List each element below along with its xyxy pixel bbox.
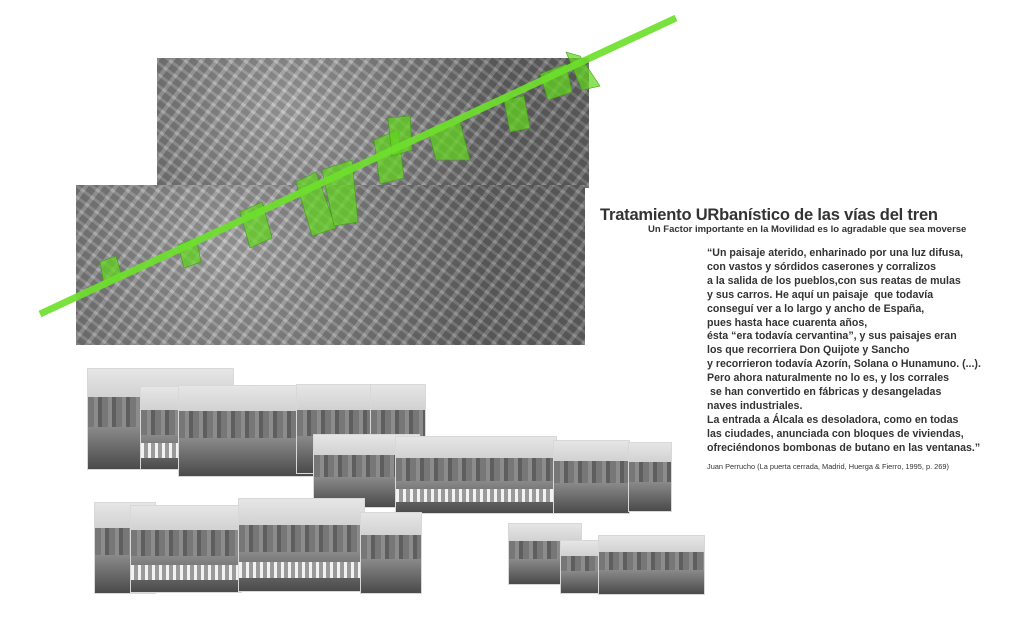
street-photo <box>360 512 422 594</box>
page-subtitle: Un Factor importante en la Movilidad es lo agradable que sea moverse <box>648 224 967 235</box>
green-zone <box>504 96 530 132</box>
street-photo <box>395 436 557 514</box>
quote-citation: Juan Perrucho (La puerta cerrada, Madrid, Huerga & Fierro, 1995, p. 269) <box>707 462 949 471</box>
rail-line <box>40 18 676 314</box>
street-photo <box>130 505 242 593</box>
street-photo <box>628 442 672 512</box>
street-photo <box>598 535 705 595</box>
page-title: Tratamiento URbanístico de las vías del tren <box>600 206 938 224</box>
quote-text: “Un paisaje aterido, enharinado por una luz difusa, con vastos y sórdidos caserones y corralizos a la salida de los pueblos,con sus reatas de mulas y sus carros. He aquí un paisaje que todavía conseguí ver a lo largo y ancho de España, pues hasta hace cuarenta años, ésta “era todavía cervantina”, y sus paisajes eran los que recorriera Don Quijote y Sancho y recorrieron todavía Azorín, Solana o Hunamuno. (...). Pero ahora naturalmente no lo es, y los corrales se han convertido en fábricas y desangeladas naves industriales. La entrada a Álcala es desoladora, como en todas las ciudades, anunciada con bloques de viviendas, ofreciéndonos bombonas de butano en las ventanas.” <box>707 247 981 454</box>
street-photo <box>238 498 365 592</box>
street-photo <box>553 440 630 514</box>
